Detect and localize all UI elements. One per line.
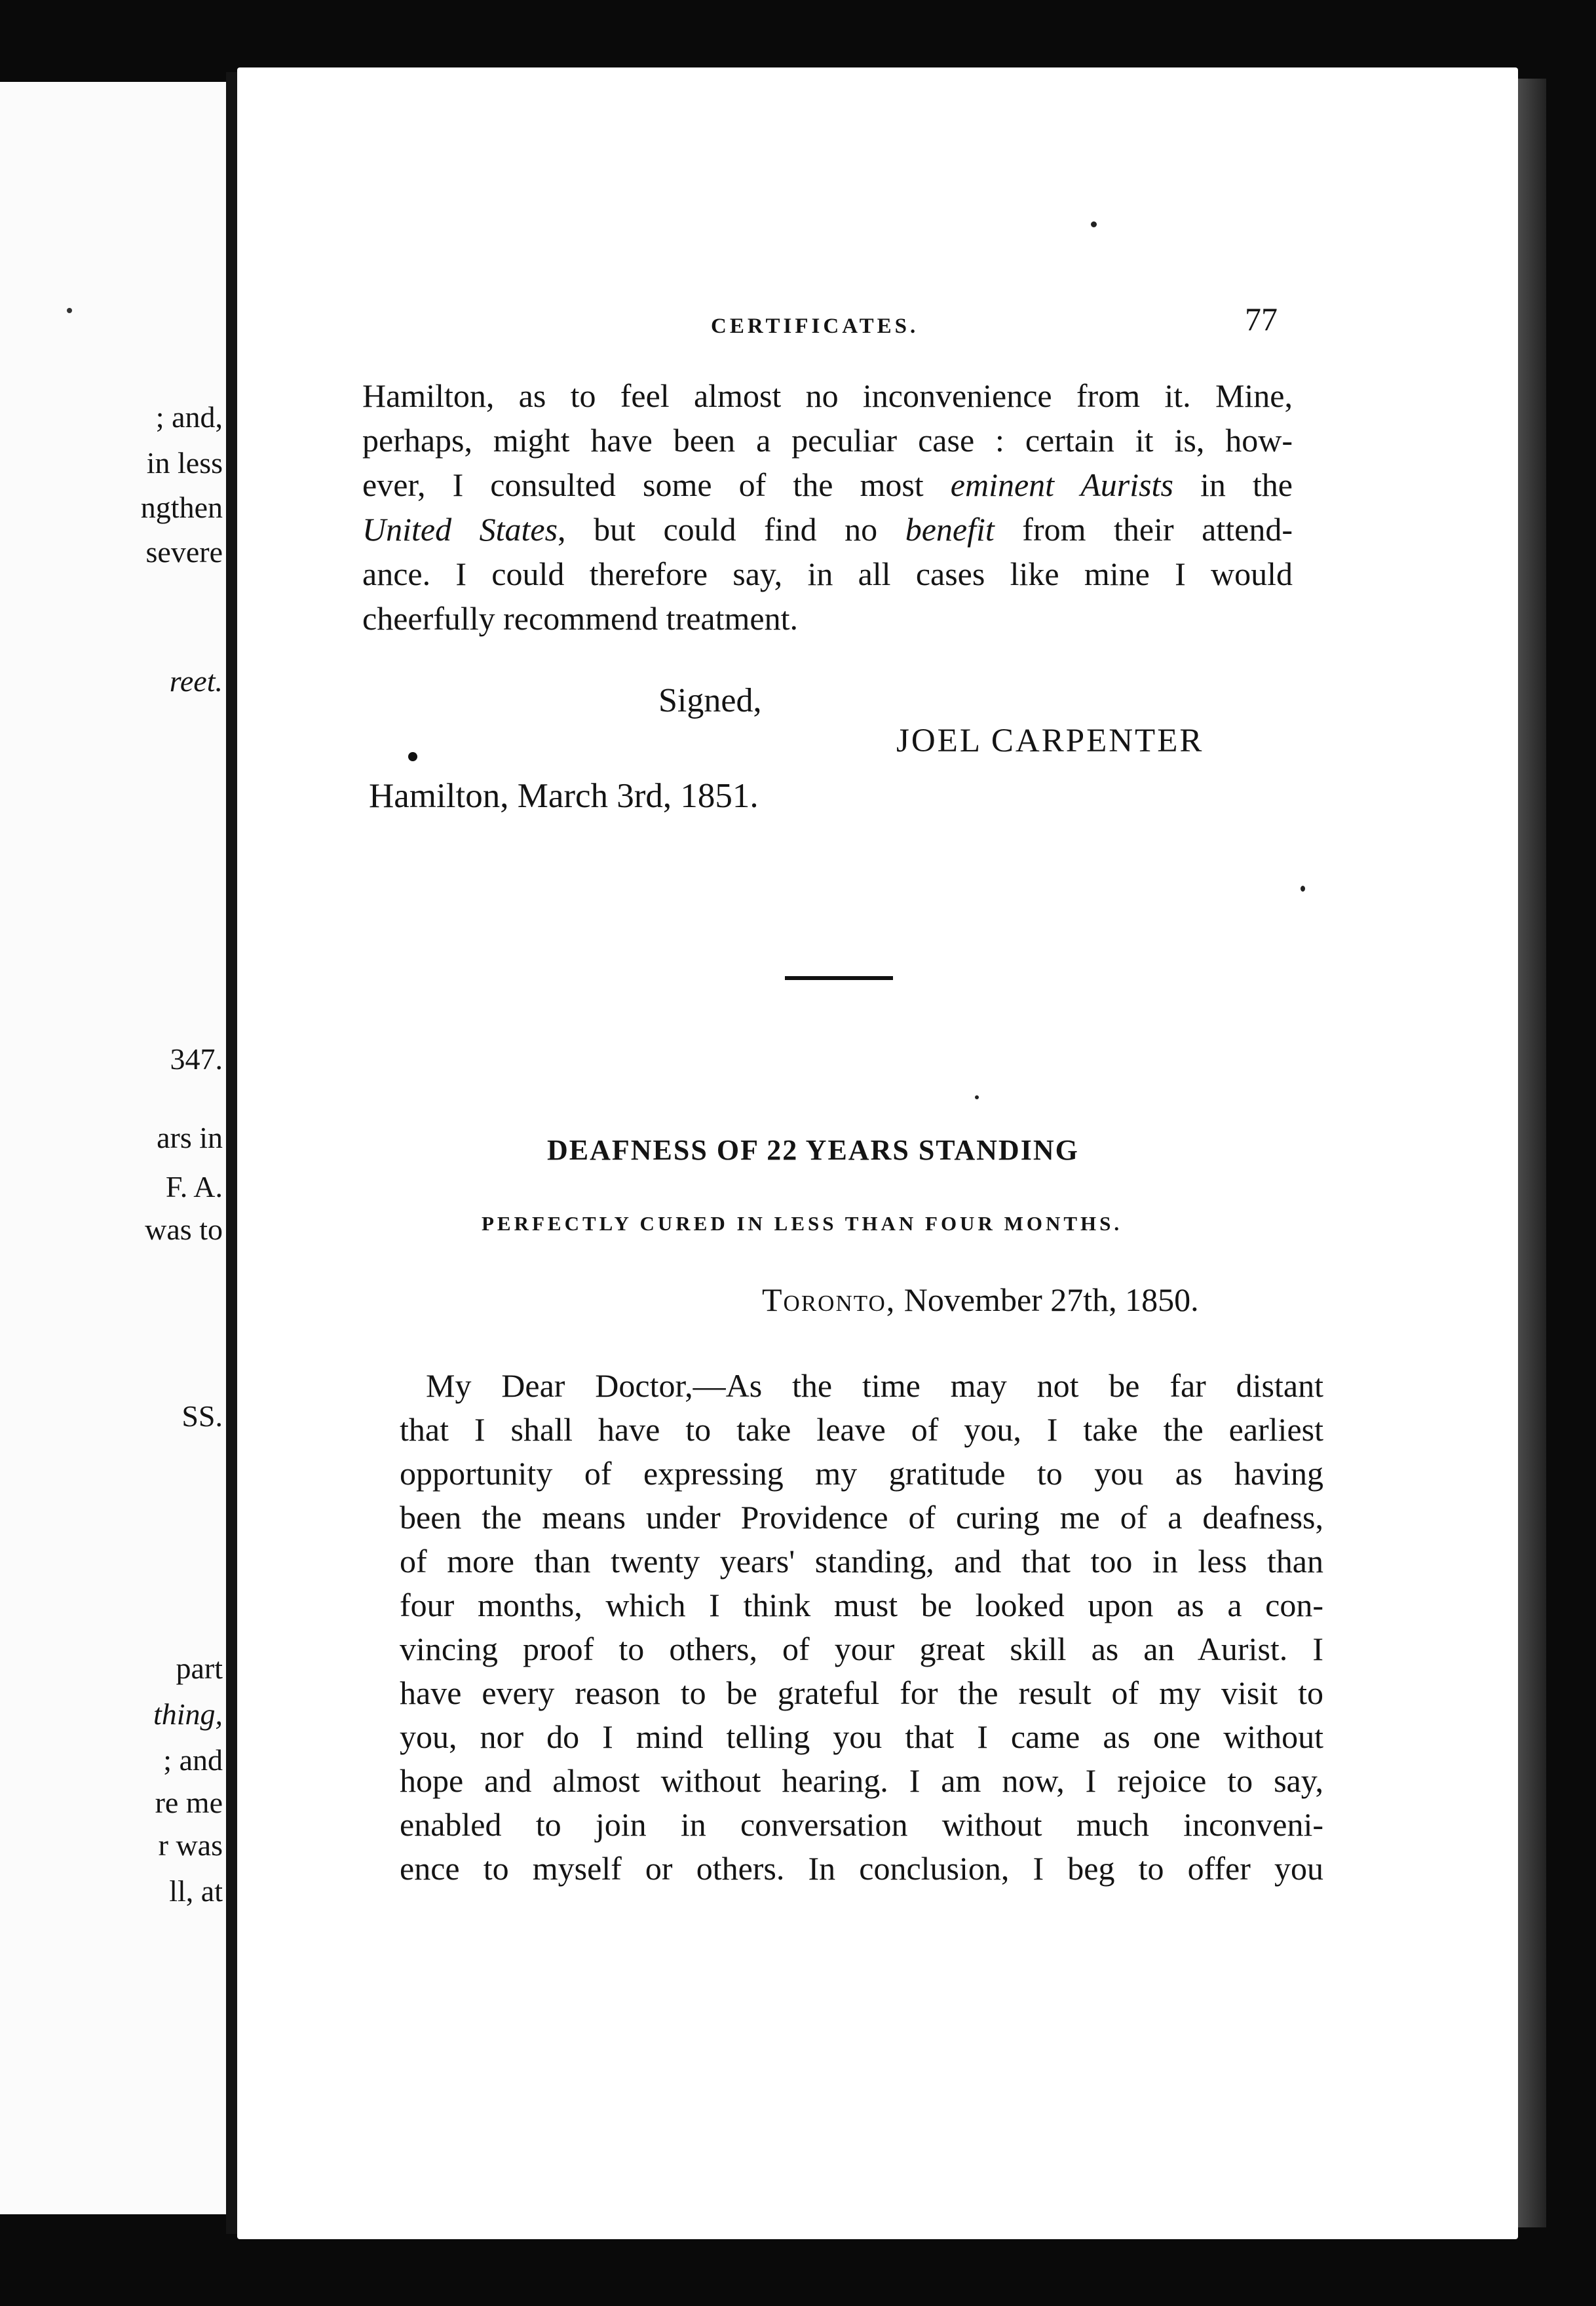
italic-phrase: benefit [905,511,995,548]
text-run: that I shall have to take leave of you, I take the earliest [400,1411,1323,1448]
text-run: vincing proof to others, of your great skill as an Aurist. I [400,1631,1323,1667]
facing-page-line: ll, at [169,1874,223,1908]
text-run: four months, which I think must be looked upon as a con- [400,1587,1323,1623]
signed-label: Signed, [658,682,762,719]
text-line [400,1496,1323,1540]
text-line [362,507,1293,552]
text-line [400,1715,1323,1759]
text-run: perhaps, might have been a peculiar case : certain it is, how- [362,422,1293,459]
section-divider [785,976,893,980]
signatory-name: JOEL CARPENTER [896,723,1204,759]
facing-page-line: F. A. [165,1170,223,1203]
text-line [362,418,1293,463]
ink-speck [1301,886,1305,892]
text-run: of more than twenty years' standing, and that too in less than [400,1543,1323,1579]
facing-page-line: ; and [163,1743,223,1777]
facing-page-line: in less [146,446,223,480]
text-line [400,1759,1323,1803]
text-line [362,463,1293,507]
facing-page-line: SS. [181,1399,223,1433]
text-run: Hamilton, as to feel almost no inconvenience from it. Mine, [362,377,1293,414]
ink-speck [975,1095,979,1099]
letter-2-body [400,1364,1323,1891]
place-date: Hamilton, March 3rd, 1851. [369,777,759,815]
letter-1-body [362,373,1293,641]
text-run: ever, I consulted some of the most [362,466,951,503]
facing-page-line: was to [145,1213,223,1246]
facing-page-fragment [0,82,233,2214]
text-run: hope and almost without hearing. I am now, I rejoice to say, [400,1762,1323,1799]
facing-page-line: 347. [170,1042,223,1076]
text-run: My Dear Doctor,—As the time may not be far distant [426,1367,1323,1404]
text-line [400,1627,1323,1671]
text-run: you, nor do I mind telling you that I came as one without [400,1718,1323,1755]
running-head: CERTIFICATES. [711,314,919,338]
text-run: ance. I could therefore say, in all cases like mine I would [362,556,1293,592]
text-line [400,1540,1323,1583]
facing-page-line: r was [158,1828,223,1862]
dateline-place: Toronto, [762,1281,896,1318]
text-line [362,373,1293,418]
text-run: enabled to join in conversation without much inconveni- [400,1806,1323,1843]
facing-page-line: re me [155,1786,223,1819]
facing-page-line: severe [145,535,223,569]
text-run: opportunity of expressing my gratitude to you as having [400,1455,1323,1492]
text-line [400,1364,1323,1408]
facing-page-line: reet. [169,664,223,698]
text-line [362,596,1293,641]
page-number: 77 [1245,301,1278,337]
text-run: cheerfully recommend treatment. [362,600,798,637]
text-run: , but could find no [558,511,905,548]
text-run: ence to myself or others. In conclusion, I beg to offer you [400,1850,1323,1887]
text-line [362,552,1293,596]
text-run: from their attend- [994,511,1293,548]
text-line [400,1408,1323,1452]
text-run: have every reason to be grateful for the result of my visit to [400,1674,1323,1711]
facing-page-line: ; and, [155,400,223,434]
text-run: been the means under Providence of curing me of a deafness, [400,1499,1323,1536]
dateline [762,1281,1199,1319]
section-subheading: PERFECTLY CURED IN LESS THAN FOUR MONTHS. [482,1212,1123,1235]
text-line [400,1803,1323,1847]
text-line [400,1583,1323,1627]
facing-page-line: thing, [153,1697,223,1731]
facing-page-line: ngthen [140,491,223,524]
text-line [400,1671,1323,1715]
italic-phrase: United States [362,511,558,548]
dateline-date: November 27th, 1850. [903,1281,1199,1318]
ink-speck [1091,221,1097,227]
section-heading: DEAFNESS OF 22 YEARS STANDING [547,1134,1079,1166]
text-line [400,1847,1323,1891]
facing-page-line: ars in [157,1121,223,1154]
text-line [400,1452,1323,1496]
italic-phrase: eminent Aurists [950,466,1173,503]
ink-speck [67,308,72,313]
facing-page-line: part [176,1652,223,1685]
ink-dot [408,752,417,761]
text-run: in the [1173,466,1293,503]
